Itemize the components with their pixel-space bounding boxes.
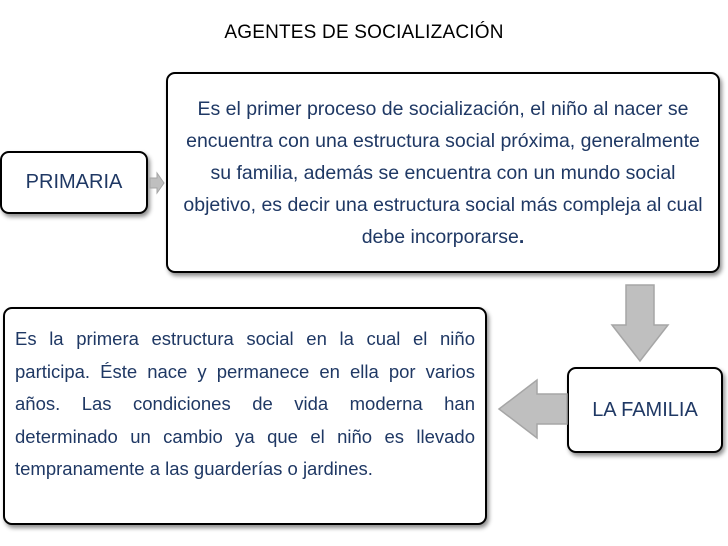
primaria-definition-box <box>166 72 720 273</box>
familia-node <box>567 367 723 453</box>
primaria-node <box>0 151 148 214</box>
primaria-label: PRIMARIA <box>25 171 123 193</box>
familia-description-text: Es la primera estructura social en la cual el niño participa. Éste nace y permanece en ella por varios años. Las condiciones de vida moderna han determinado un cambio ya que el niño es llevado tempranamente a las guarderías o jardines. <box>15 328 475 479</box>
familia-label: LA FAMILIA <box>592 398 698 421</box>
arrow-familia-to-description <box>497 378 569 440</box>
diagram-title: AGENTES DE SOCIALIZACIÓN <box>224 22 504 43</box>
primaria-definition-text: Es el primer proceso de socialización, el niño al nacer se encuentra con una estructura social próxima, generalmente su familia, además se encuentra con un mundo social objetivo, es decir una estructura social más compleja al cual debe incorporarse <box>183 97 703 248</box>
arrow-primaria-to-definition <box>148 172 166 194</box>
primaria-definition-period: . <box>518 225 525 248</box>
familia-description-box <box>3 307 487 525</box>
arrow-definition-to-familia <box>610 283 670 363</box>
